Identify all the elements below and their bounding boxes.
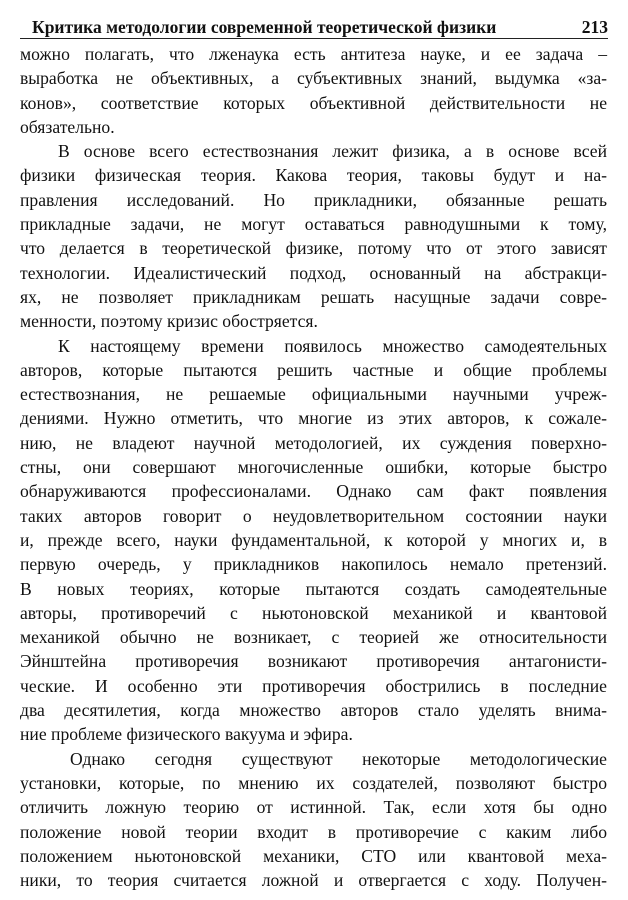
text-line: первую очередь, у прикладников накопилось немало претензий. — [20, 554, 607, 575]
text-line: стны, они совершают многочисленные ошибки, которые быстро — [20, 457, 607, 478]
text-line: нию, не владеют научной методологией, их суждения поверхно- — [20, 432, 607, 453]
text-line: Эйнштейна противоречия возникают противоречия антагонисти- — [20, 651, 607, 672]
paragraph — [20, 139, 607, 333]
text-line: технологии. Идеалистический подход, основанный на абстракци- — [20, 262, 607, 283]
paragraph — [20, 334, 607, 747]
text-line: конов», соответствие которых объективной действительности не — [20, 92, 607, 113]
text-line: два десятилетия, когда множество авторов стало уделять внима- — [20, 700, 607, 721]
text-line: правления исследований. Но прикладники, обязанные решать — [20, 189, 607, 210]
text-line: ние проблеме физического вакуума и эфира. — [20, 724, 353, 745]
text-line: естествознания, не решаемые официальными научными учреж- — [20, 384, 607, 405]
running-header-title: Критика методологии современной теоретической физики — [32, 17, 497, 37]
text-line: положением ньютоновской механики, СТО или квантовой меха- — [20, 845, 607, 866]
text-line: ях, не позволяет прикладникам решать насущные задачи совре- — [20, 286, 607, 307]
page-number: 213 — [581, 17, 608, 37]
text-line: отличить ложную теорию от истинной. Так, если хотя бы одно — [20, 797, 607, 818]
text-line: установки, которые, по мнению их создателей, позволяют быстро — [20, 772, 607, 793]
text-line: физики физическая теория. Какова теория, таковы будут и на- — [20, 165, 607, 186]
text-line: можно полагать, что лженаука есть антитеза науке, и ее задача – — [20, 44, 607, 64]
text-line: К настоящему времени появилось множество самодеятельных — [58, 335, 607, 356]
text-line: прикладные задачи, не могут оставаться равнодушными к тому, — [20, 214, 607, 235]
text-line: что делается в теоретической физике, потому что от этого зависят — [20, 238, 607, 259]
text-line: В основе всего естествознания лежит физика, а в основе всей — [58, 141, 607, 162]
text-line: выработка не объективных, а субъективных знаний, выдумка «за- — [20, 68, 607, 89]
text-line: В новых теориях, которые пытаются создать самодеятельные — [20, 578, 607, 599]
text-line: механикой обычно не возникает, с теорией же относительности — [20, 627, 607, 648]
paragraph — [20, 42, 607, 139]
text-line: Однако сегодня существуют некоторые методологические — [70, 748, 607, 769]
text-line: дениями. Нужно отметить, что многие из этих авторов, к сожале- — [20, 408, 607, 429]
text-line: ческие. И особенно эти противоречия обострились в последние — [20, 675, 607, 696]
text-line: обнаруживаются профессионалами. Однако сам факт появления — [20, 481, 607, 502]
running-header — [20, 10, 608, 39]
body-text — [20, 42, 607, 892]
text-line: менности, поэтому кризис обостряется. — [20, 311, 318, 332]
text-line: авторов, которые пытаются решить частные и общие проблемы — [20, 359, 607, 380]
text-line: и, прежде всего, науки фундаментальной, к которой у многих и, в — [20, 529, 607, 550]
text-line: ники, то теория считается ложной и отвергается с ходу. Получен- — [20, 870, 607, 891]
text-line: обязательно. — [20, 116, 115, 137]
text-line: авторы, противоречий с ньютоновской механикой и квантовой — [20, 602, 607, 623]
text-line: таких авторов говорит о неудовлетворительном состоянии науки — [20, 505, 607, 526]
paragraph — [20, 747, 607, 893]
text-line: положение новой теории входит в противоречие с каким либо — [20, 821, 607, 842]
